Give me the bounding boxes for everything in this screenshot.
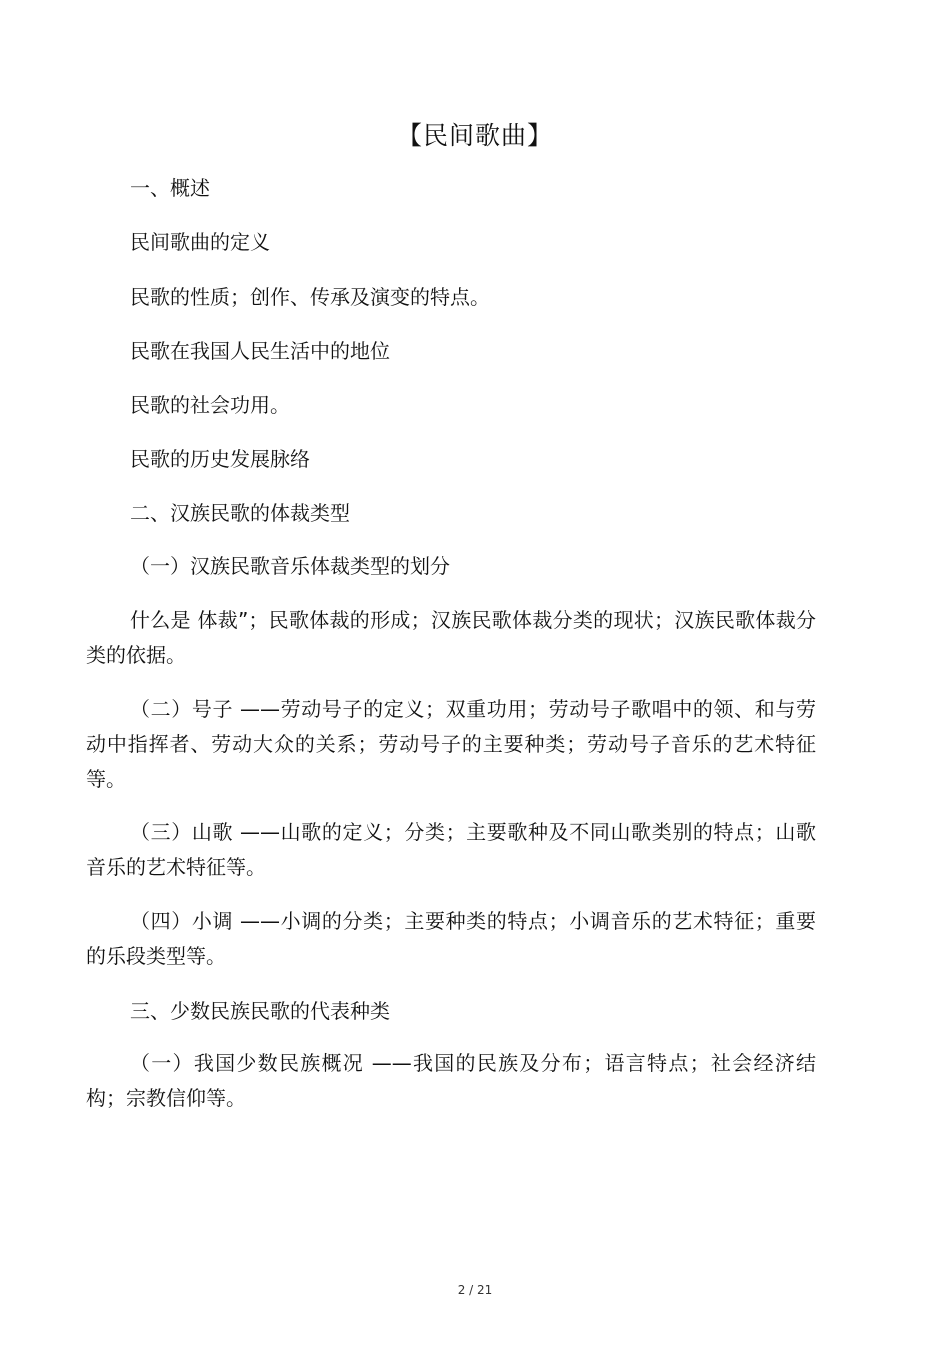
text-line: 民歌的历史发展脉络 [130,447,310,471]
text-line: 民歌的性质；创作、传承及演变的特点。 [130,285,490,309]
text-line: 民间歌曲的定义 [130,230,270,254]
page-title: 【民间歌曲】 [396,121,553,150]
section-heading-han-genres: 二、汉族民歌的体裁类型 [130,501,350,525]
section-heading-overview: 一、概述 [130,176,210,200]
paragraph: 什么是 体裁”；民歌体裁的形成；汉族民歌体裁分类的现状；汉族民歌体裁分类的依据。 [86,608,816,667]
section-heading-minority: 三、少数民族民歌的代表种类 [130,999,390,1023]
paragraph: （一）我国少数民族概况 ——我国的民族及分布；语言特点；社会经济结构；宗教信仰等。 [86,1051,816,1110]
text-line: 民歌的社会功用。 [130,393,290,417]
paragraph: （二）号子 ——劳动号子的定义；双重功用；劳动号子歌唱中的领、和与劳动中指挥者、劳动大众的关系；劳动号子的主要种类；劳动号子音乐的艺术特征等。 [86,697,816,791]
paragraph: （三）山歌 ——山歌的定义；分类；主要歌种及不同山歌类别的特点；山歌音乐的艺术特征等。 [86,820,816,879]
subsection-heading: （一）汉族民歌音乐体裁类型的划分 [130,554,450,578]
page-number: 2 / 21 [457,1283,493,1297]
paragraph: （四）小调 ——小调的分类；主要种类的特点；小调音乐的艺术特征；重要的乐段类型等。 [86,909,816,968]
text-line: 民歌在我国人民生活中的地位 [130,339,390,363]
